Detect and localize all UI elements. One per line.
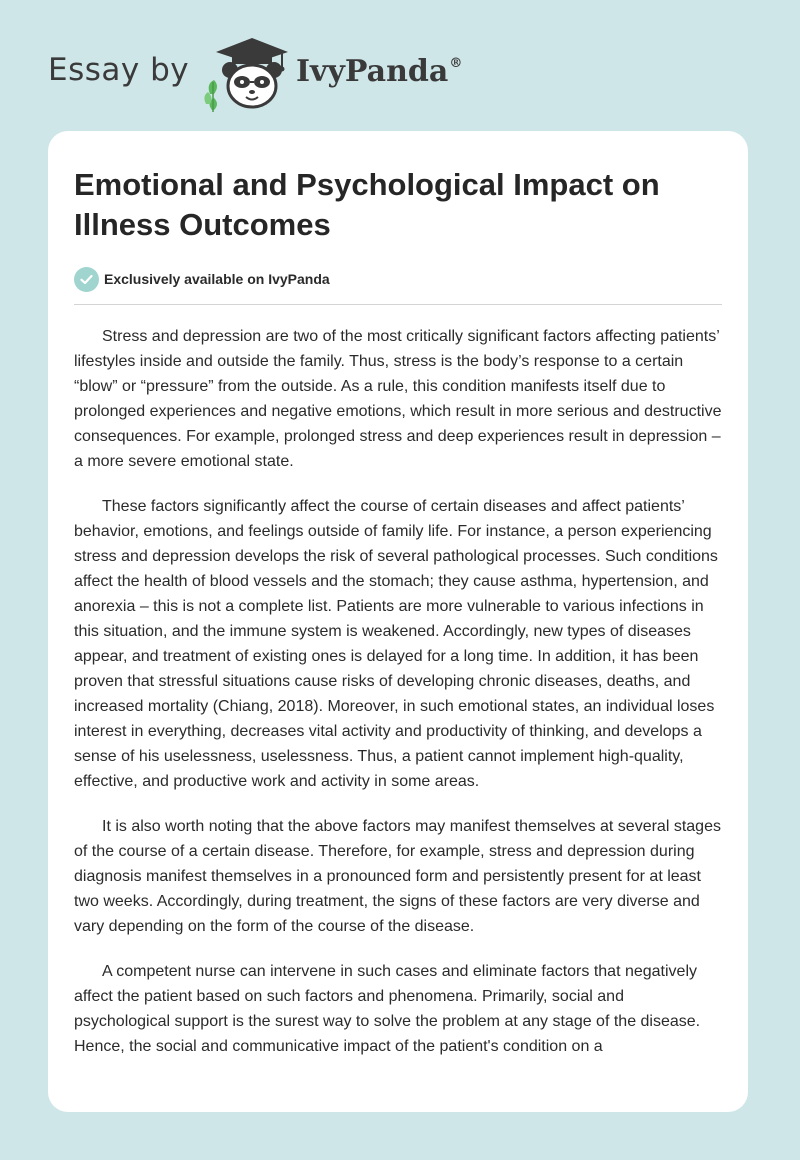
essay-paragraph: A competent nurse can intervene in such cases and eliminate factors that negatively affect the patient based on such factors and phenomena. Primarily, social and psychological support is the surest way to solve the problem at any stage of the disease. Hence, the social and communicative impact of the patient's condition on a [74, 963, 701, 1055]
essay-paragraph: Stress and depression are two of the most critically significant factors affecting patients’ lifestyles inside and outside the family. Thus, stress is the body’s response to a certain “blow” or “pressure” from the outside. As a rule, this condition manifests itself due to prolonged experiences and negative emotions, which result in more serious and destructive consequences. For example, prolonged stress and deep experiences result in depression – a more severe emotional state. [74, 328, 722, 470]
brand-text: IvyPanda [296, 54, 449, 89]
exclusive-badge [74, 266, 722, 292]
exclusive-badge-text: Exclusively available on IvyPanda [104, 271, 330, 287]
brand-name[interactable] [296, 54, 462, 89]
essay-body [74, 324, 722, 1059]
essay-paragraph: It is also worth noting that the above factors may manifest themselves at several stages of the course of a certain disease. Therefore, for example, stress and depression during diagnosis manifest themselves in a pronounced form and persistently present for at least two weeks. Accordingly, during treatment, the signs of these factors are very diverse and vary depending on the form of the course of the disease. [74, 818, 721, 935]
check-circle-icon [74, 267, 99, 292]
site-header [48, 34, 508, 114]
essay-by-label: Essay by [48, 52, 190, 88]
registered-mark: ® [449, 56, 463, 71]
title-divider [74, 304, 722, 305]
essay-paragraph: These factors significantly affect the course of certain diseases and affect patients’ behavior, emotions, and feelings outside of family life. For instance, a person experiencing stress and depression develops the risk of several pathological processes. Such conditions affect the health of blood vessels and the stomach; they cause asthma, hypertension, and anorexia – this is not a complete list. Patients are more vulnerable to various infections in this situation, and the immune system is weakened. Accordingly, new types of diseases appear, and treatment of existing ones is delayed for a long time. In addition, it has been proven that stressful situations cause risks of developing chronic diseases, deaths, and increased mortality (Chiang, 2018). Moreover, in such emotional states, an individual loses interest in everything, decreases vital activity and productivity of thinking, and develops a sense of his uselessness, uselessness. Thus, a patient cannot implement high-quality, effective, and productive work and activity in some areas. [74, 498, 718, 790]
essay-title: Emotional and Psychological Impact on Illness Outcomes [74, 167, 660, 242]
panda-logo-icon[interactable] [202, 36, 292, 112]
essay-card [48, 131, 748, 1112]
